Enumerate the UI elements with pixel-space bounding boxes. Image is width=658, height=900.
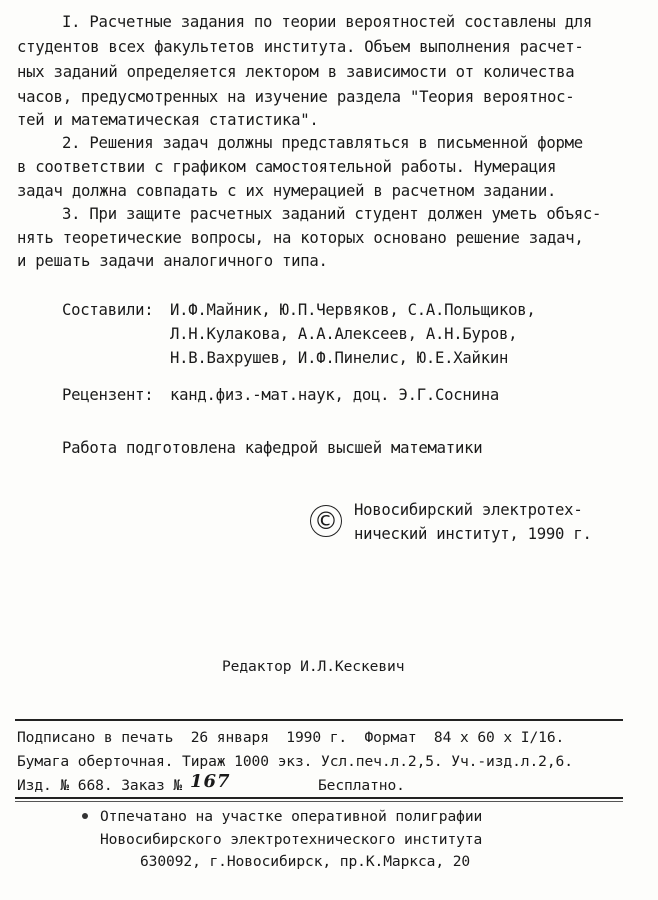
printer-line: Новосибирского электротехнического института [100,831,483,848]
paragraph-line: тей и математическая статистика". [17,111,319,129]
paragraph-line: часов, предусмотренных на изучение раздела "Теория вероятнос- [17,88,575,106]
paragraph-line: I. Расчетные задания по теории вероятностей составлены для [62,13,593,31]
imprint-line-3-suffix: Бесплатно. [318,777,405,794]
imprint-line-2: Бумага оберточная. Тираж 1000 экз. Усл.печ.л.2,5. Уч.-изд.л.2,6. [17,753,573,770]
authors-line: Л.Н.Кулакова, А.А.Алексеев, А.Н.Буров, [170,325,518,343]
imprint-line-3-prefix: Изд. № 668. Заказ № [17,777,183,794]
editor-credit: Редактор И.Л.Кескевич [222,658,405,675]
authors-label: Составили: [62,301,154,319]
authors-line: Н.В.Вахрушев, И.Ф.Пинелис, Ю.Е.Хайкин [170,349,509,367]
paragraph-line: ных заданий определяется лектором в зависимости от количества [17,63,575,81]
copyright-line: нический институт, 1990 г. [354,525,592,543]
bullet-mark [82,813,88,819]
copyright-icon: © [310,505,342,537]
paragraph-line: и решать задачи аналогичного типа. [17,252,328,270]
imprint-top-rule [15,719,623,721]
paragraph-line: нять теоретические вопросы, на которых основано решение задач, [17,229,584,247]
paragraph-line: 3. При защите расчетных заданий студент должен уметь объяс- [62,205,602,223]
order-number-handwritten: 167 [190,771,231,792]
printer-line: 630092, г.Новосибирск, пр.К.Маркса, 20 [140,853,471,870]
authors-line: И.Ф.Майник, Ю.П.Червяков, С.А.Польщиков, [170,301,536,319]
printer-line: Отпечатано на участке оперативной полиграфии [100,808,483,825]
imprint-bottom-rule-thin [15,801,623,802]
copyright-line: Новосибирский электротех- [354,501,583,519]
paragraph-line: задач должна совпадать с их нумерацией в расчетном задании. [17,182,557,200]
paragraph-line: студентов всех факультетов института. Объем выполнения расчет- [17,38,584,56]
paragraph-line: 2. Решения задач должны представляться в письменной форме [62,134,583,152]
reviewer-label: Рецензент: [62,386,154,404]
reviewer-text: канд.физ.-мат.наук, доц. Э.Г.Соснина [170,386,499,404]
imprint-line-1: Подписано в печать 26 января 1990 г. Формат 84 х 60 х I/16. [17,729,565,746]
department-note: Работа подготовлена кафедрой высшей математики [62,439,483,457]
paragraph-line: в соответствии с графиком самостоятельной работы. Нумерация [17,158,557,176]
imprint-bottom-rule [15,797,623,799]
